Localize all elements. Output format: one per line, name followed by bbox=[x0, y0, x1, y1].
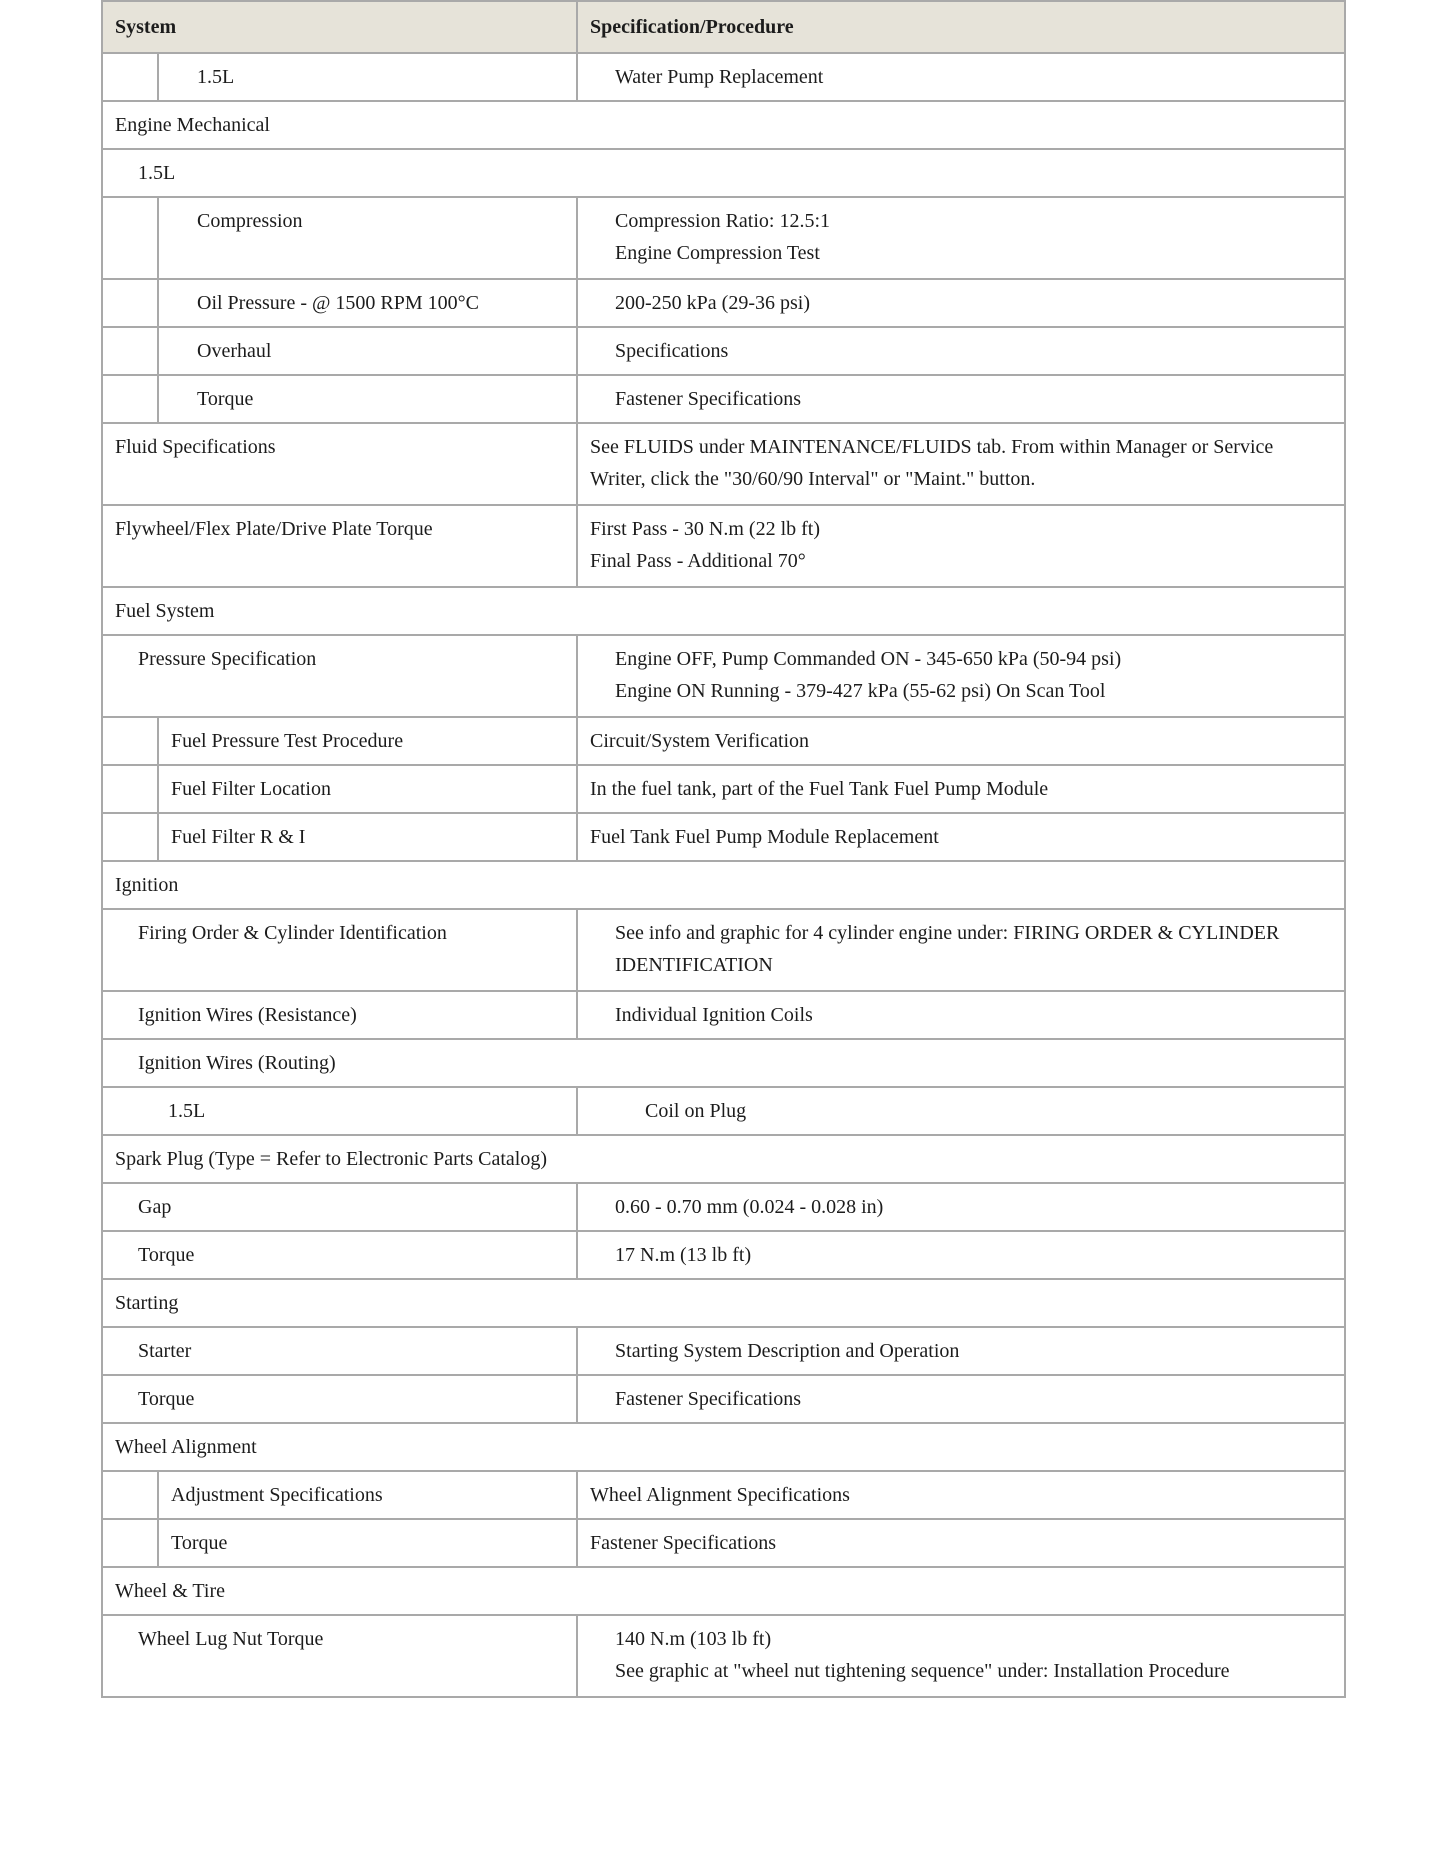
spec-cell bbox=[577, 423, 1345, 505]
spec-line: Engine ON Running - 379-427 kPa (55-62 psi) On Scan Tool bbox=[615, 680, 1106, 702]
system-cell: Compression bbox=[158, 197, 577, 279]
section-heading: Spark Plug (Type = Refer to Electronic Parts Catalog) bbox=[102, 1135, 1345, 1183]
system-cell: Oil Pressure - @ 1500 RPM 100°C bbox=[158, 279, 577, 327]
section-row bbox=[102, 101, 1345, 149]
system-cell: Flywheel/Flex Plate/Drive Plate Torque bbox=[102, 505, 577, 587]
spec-line: Writer, click the "30/60/90 Interval" or "Maint." button. bbox=[590, 468, 1036, 490]
spec-line: First Pass - 30 N.m (22 lb ft) bbox=[590, 518, 821, 540]
spec-cell: Individual Ignition Coils bbox=[577, 991, 1345, 1039]
table-row bbox=[102, 1183, 1345, 1231]
system-cell: Fluid Specifications bbox=[102, 423, 577, 505]
indent-cell bbox=[102, 1471, 158, 1519]
spec-line: See FLUIDS under MAINTENANCE/FLUIDS tab. From within Manager or Service bbox=[590, 436, 1274, 458]
system-cell: 1.5L bbox=[158, 53, 577, 101]
section-row bbox=[102, 1423, 1345, 1471]
indent-cell bbox=[102, 53, 158, 101]
system-cell: Pressure Specification bbox=[102, 635, 577, 717]
indent-cell bbox=[102, 813, 158, 861]
table-row bbox=[102, 1615, 1345, 1697]
spec-cell: Fastener Specifications bbox=[577, 375, 1345, 423]
table-row bbox=[102, 375, 1345, 423]
table-row bbox=[102, 1231, 1345, 1279]
specifications-table bbox=[101, 0, 1346, 1698]
system-cell: Fuel Filter R & I bbox=[158, 813, 577, 861]
system-cell: Fuel Pressure Test Procedure bbox=[158, 717, 577, 765]
table-row bbox=[102, 1375, 1345, 1423]
indent-cell bbox=[102, 375, 158, 423]
system-cell: Fuel Filter Location bbox=[158, 765, 577, 813]
system-cell: Starter bbox=[102, 1327, 577, 1375]
section-row bbox=[102, 1279, 1345, 1327]
header-specification: Specification/Procedure bbox=[577, 1, 1345, 53]
table-row bbox=[102, 279, 1345, 327]
table-row bbox=[102, 813, 1345, 861]
spec-cell: 17 N.m (13 lb ft) bbox=[577, 1231, 1345, 1279]
spec-line: IDENTIFICATION bbox=[615, 954, 773, 976]
table-row bbox=[102, 1471, 1345, 1519]
table-row bbox=[102, 197, 1345, 279]
table-row bbox=[102, 765, 1345, 813]
spec-cell: Water Pump Replacement bbox=[577, 53, 1345, 101]
section-heading: Engine Mechanical bbox=[102, 101, 1345, 149]
indent-cell bbox=[102, 279, 158, 327]
table-row bbox=[102, 423, 1345, 505]
section-row bbox=[102, 149, 1345, 197]
section-row bbox=[102, 1039, 1345, 1087]
indent-cell bbox=[102, 327, 158, 375]
spec-cell: Specifications bbox=[577, 327, 1345, 375]
spec-line: See graphic at "wheel nut tightening sequence" under: Installation Procedure bbox=[615, 1660, 1230, 1682]
system-cell: Torque bbox=[102, 1375, 577, 1423]
spec-cell bbox=[577, 505, 1345, 587]
system-cell: Gap bbox=[102, 1183, 577, 1231]
subsection-heading: Ignition Wires (Routing) bbox=[102, 1039, 1345, 1087]
table-row bbox=[102, 717, 1345, 765]
indent-cell bbox=[102, 1519, 158, 1567]
spec-cell bbox=[577, 197, 1345, 279]
spec-line: Final Pass - Additional 70° bbox=[590, 550, 806, 572]
table-row bbox=[102, 1519, 1345, 1567]
section-heading: Ignition bbox=[102, 861, 1345, 909]
indent-cell bbox=[102, 765, 158, 813]
section-row bbox=[102, 861, 1345, 909]
section-heading: Fuel System bbox=[102, 587, 1345, 635]
spec-cell: In the fuel tank, part of the Fuel Tank Fuel Pump Module bbox=[577, 765, 1345, 813]
spec-cell: 0.60 - 0.70 mm (0.024 - 0.028 in) bbox=[577, 1183, 1345, 1231]
indent-cell bbox=[102, 197, 158, 279]
system-cell: Torque bbox=[158, 1519, 577, 1567]
spec-cell bbox=[577, 1615, 1345, 1697]
section-row bbox=[102, 587, 1345, 635]
section-row bbox=[102, 1135, 1345, 1183]
spec-line: Engine Compression Test bbox=[615, 242, 820, 264]
spec-line: Engine OFF, Pump Commanded ON - 345-650 kPa (50-94 psi) bbox=[615, 648, 1122, 670]
system-cell: Firing Order & Cylinder Identification bbox=[102, 909, 577, 991]
section-heading: Wheel & Tire bbox=[102, 1567, 1345, 1615]
spec-cell: Fastener Specifications bbox=[577, 1375, 1345, 1423]
table-row bbox=[102, 505, 1345, 587]
section-heading: Wheel Alignment bbox=[102, 1423, 1345, 1471]
table-header-row bbox=[102, 1, 1345, 53]
table-row bbox=[102, 991, 1345, 1039]
system-cell: Wheel Lug Nut Torque bbox=[102, 1615, 577, 1697]
table-row bbox=[102, 327, 1345, 375]
system-cell: Ignition Wires (Resistance) bbox=[102, 991, 577, 1039]
spec-cell: Fuel Tank Fuel Pump Module Replacement bbox=[577, 813, 1345, 861]
system-cell: 1.5L bbox=[102, 1087, 577, 1135]
subsection-heading: 1.5L bbox=[102, 149, 1345, 197]
system-cell: Adjustment Specifications bbox=[158, 1471, 577, 1519]
section-row bbox=[102, 1567, 1345, 1615]
system-cell: Torque bbox=[158, 375, 577, 423]
spec-cell: Fastener Specifications bbox=[577, 1519, 1345, 1567]
table-row bbox=[102, 1087, 1345, 1135]
spec-cell: 200-250 kPa (29-36 psi) bbox=[577, 279, 1345, 327]
spec-cell: Starting System Description and Operation bbox=[577, 1327, 1345, 1375]
spec-cell: Coil on Plug bbox=[577, 1087, 1345, 1135]
spec-cell: Wheel Alignment Specifications bbox=[577, 1471, 1345, 1519]
spec-cell: Circuit/System Verification bbox=[577, 717, 1345, 765]
system-cell: Overhaul bbox=[158, 327, 577, 375]
indent-cell bbox=[102, 717, 158, 765]
header-system: System bbox=[102, 1, 577, 53]
table-row bbox=[102, 635, 1345, 717]
section-heading: Starting bbox=[102, 1279, 1345, 1327]
spec-cell bbox=[577, 635, 1345, 717]
spec-line: 140 N.m (103 lb ft) bbox=[615, 1628, 772, 1650]
spec-line: See info and graphic for 4 cylinder engine under: FIRING ORDER & CYLINDER bbox=[615, 922, 1280, 944]
system-cell: Torque bbox=[102, 1231, 577, 1279]
table-row bbox=[102, 909, 1345, 991]
table-row bbox=[102, 1327, 1345, 1375]
spec-line: Compression Ratio: 12.5:1 bbox=[615, 210, 831, 232]
table-row bbox=[102, 53, 1345, 101]
spec-cell bbox=[577, 909, 1345, 991]
